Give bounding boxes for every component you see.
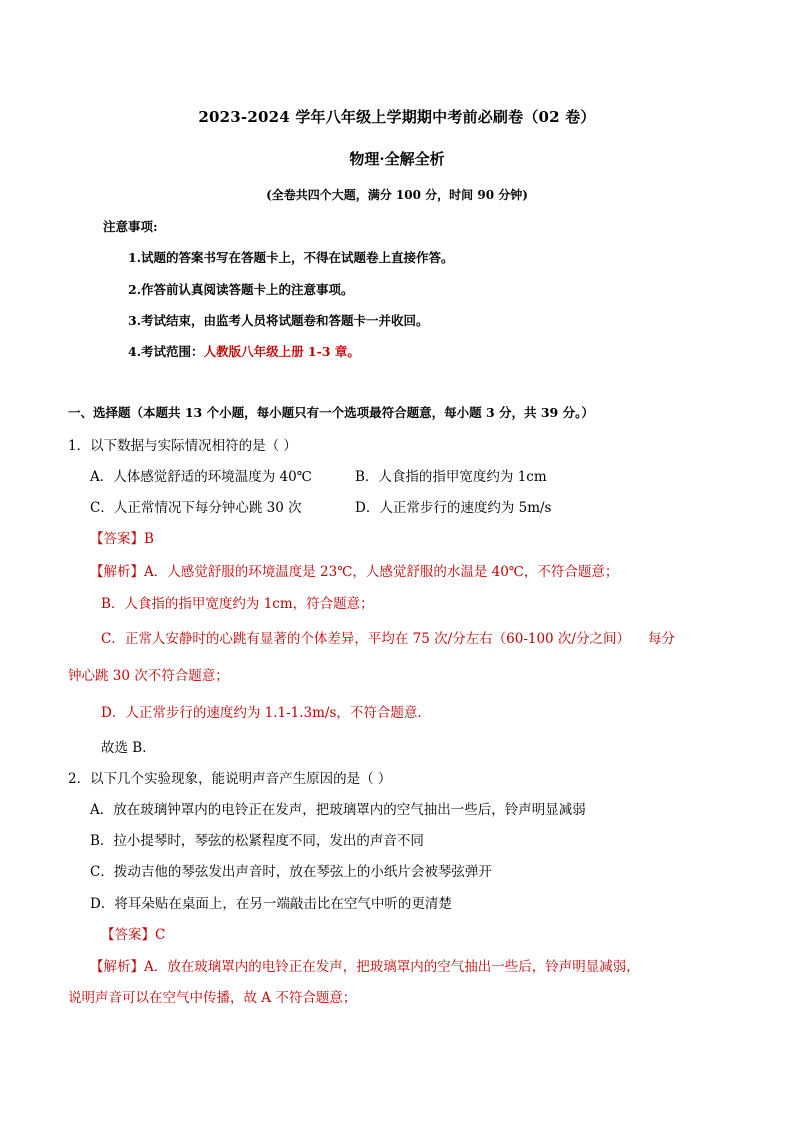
explanation-line: 说明声音可以在空气中传播，故 A 不符合题意； [68, 990, 357, 1006]
answer-label: 【答案】B [90, 531, 154, 547]
explanation-line: 【解析】A．放在玻璃罩内的电铃正在发声，把玻璃罩内的空气抽出一些后，铃声明显减弱， [90, 959, 640, 975]
explanation-line: 【解析】A．人感觉舒服的环境温度是 23℃，人感觉舒服的水温是 40℃，不符合题意； [90, 564, 619, 580]
notice-item: 2.作答前认真阅读答题卡上的注意事项。 [128, 282, 354, 297]
notice-heading: 注意事项: [103, 219, 158, 234]
answer-label: 【答案】C [101, 927, 166, 943]
page-subtitle: 物理·全解全析 [349, 150, 445, 168]
explanation-line: D．人正常步行的速度约为 1.1-1.3m/s，不符合题意． [101, 705, 431, 721]
conclusion: 故选 B． [101, 740, 156, 756]
notice-scope-label: 4.考试范围： [128, 344, 204, 359]
explanation-line: 每分 [648, 631, 675, 647]
notice-scope-value: 人教版八年级上册 1-3 章。 [203, 344, 360, 359]
option-a: A．放在玻璃钟罩内的电铃正在发声，把玻璃罩内的空气抽出一些后，铃声明显减弱 [90, 802, 586, 818]
option-c: C．人正常情况下每分钟心跳 30 次 [90, 500, 302, 516]
question-stem: 2．以下几个实验现象，能说明声音产生原因的是（ ） [68, 771, 392, 787]
option-a: A．人体感觉舒适的环境温度为 40℃ [90, 469, 312, 485]
question-stem: 1．以下数据与实际情况相符的是（ ） [68, 438, 297, 454]
exam-meta: (全卷共四个大题，满分 100 分，时间 90 分钟) [266, 188, 528, 202]
notice-item: 1.试题的答案书写在答题卡上，不得在试题卷上直接作答。 [128, 250, 454, 265]
explanation-line: B．人食指的指甲宽度约为 1cm，符合题意； [101, 596, 374, 612]
option-c: C．拨动吉他的琴弦发出声音时，放在琴弦上的小纸片会被琴弦弹开 [90, 864, 492, 880]
section-heading: 一、选择题（本题共 13 个小题，每小题只有一个选项最符合题意，每小题 3 分，共 39 分。） [68, 405, 594, 420]
explanation-line: C．正常人安静时的心跳有显著的个体差异，平均在 75 次/分左右（60-100 次/分之间） [101, 631, 630, 647]
option-d: D．将耳朵贴在桌面上，在另一端敲击比在空气中听的更清楚 [90, 896, 452, 912]
page-title: 2023-2024 学年八年级上学期期中考前必刷卷（02 卷） [198, 108, 596, 126]
option-d: D．人正常步行的速度约为 5m/s [355, 500, 552, 516]
option-b: B．拉小提琴时，琴弦的松紧程度不同，发出的声音不同 [90, 833, 424, 849]
explanation-line: 钟心跳 30 次不符合题意； [68, 668, 229, 684]
notice-item: 3.考试结束，由监考人员将试题卷和答题卡一并收回。 [128, 313, 429, 328]
option-b: B．人食指的指甲宽度约为 1cm [355, 469, 547, 485]
notice-scope [128, 342, 360, 360]
